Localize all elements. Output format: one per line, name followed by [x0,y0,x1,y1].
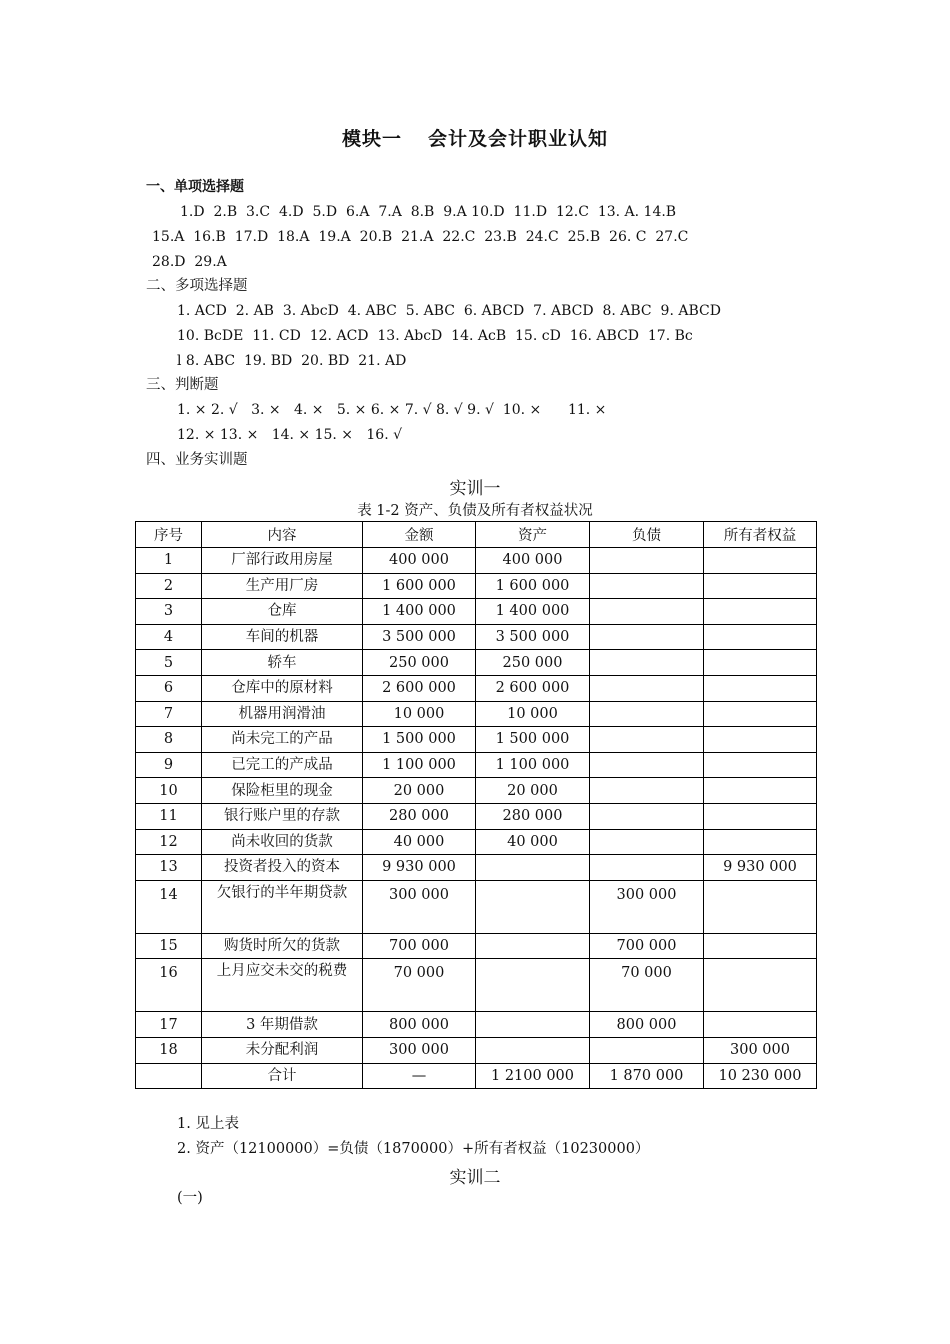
cell-amount: 300 000 [363,880,476,933]
cell-assets: 1 500 000 [476,727,590,753]
cell-amount: 1 500 000 [363,727,476,753]
cell-content: 3 年期借款 [202,1012,363,1038]
cell-assets [476,855,590,881]
cell-amount: 40 000 [363,829,476,855]
table-row [136,573,817,599]
cell-content: 轿车 [202,650,363,676]
cell-assets: 1 600 000 [476,573,590,599]
cell-equity [704,829,817,855]
section-heading-single-choice: 一、单项选择题 [146,179,244,195]
cell-liabilities: 1 870 000 [590,1063,704,1089]
cell-amount: 250 000 [363,650,476,676]
table-total-row [136,1063,817,1089]
cell-content: 上月应交未交的税费 [202,959,363,1012]
cell-amount: — [363,1063,476,1089]
answer-line: l 8. ABC 19. BD 20. BD 21. AD [177,353,407,369]
cell-assets: 1 400 000 [476,599,590,625]
answer-line: 1.D 2.B 3.C 4.D 5.D 6.A 7.A 8.B 9.A 10.D 11.D 12.C 13. A. 14.B [180,204,677,220]
header-content: 内容 [202,522,363,548]
cell-assets: 3 500 000 [476,624,590,650]
cell-liabilities [590,803,704,829]
table-row [136,599,817,625]
cell-equity [704,599,817,625]
header-assets: 资产 [476,522,590,548]
cell-liabilities [590,1037,704,1063]
cell-content: 车间的机器 [202,624,363,650]
cell-content: 机器用润滑油 [202,701,363,727]
cell-liabilities [590,650,704,676]
table-row [136,778,817,804]
cell-liabilities [590,701,704,727]
cell-index: 8 [136,727,202,753]
cell-index: 7 [136,701,202,727]
cell-assets [476,1012,590,1038]
cell-assets [476,933,590,959]
cell-index: 15 [136,933,202,959]
cell-equity [704,624,817,650]
cell-index: 11 [136,803,202,829]
table-row [136,1037,817,1063]
answer-line: 10. BcDE 11. CD 12. ACD 13. AbcD 14. AcB 15. cD 16. ABCD 17. Bc [177,328,693,344]
balance-table [135,521,817,1089]
cell-assets: 1 100 000 [476,752,590,778]
cell-liabilities: 300 000 [590,880,704,933]
cell-assets [476,959,590,1012]
table-row [136,727,817,753]
cell-equity [704,752,817,778]
cell-equity [704,1012,817,1038]
cell-index: 13 [136,855,202,881]
cell-content: 未分配利润 [202,1037,363,1063]
cell-equity [704,675,817,701]
cell-index: 6 [136,675,202,701]
cell-amount: 9 930 000 [363,855,476,881]
table-row [136,933,817,959]
cell-amount: 1 100 000 [363,752,476,778]
cell-amount: 1 600 000 [363,573,476,599]
cell-content: 生产用厂房 [202,573,363,599]
cell-liabilities [590,548,704,574]
cell-content: 合计 [202,1063,363,1089]
section-heading-multiple-choice: 二、多项选择题 [146,278,248,294]
table-row [136,624,817,650]
answer-line: 1. × 2. √ 3. × 4. × 5. × 6. × 7. √ 8. √ 9. √ 10. × 11. × [177,402,607,418]
cell-content: 已完工的产成品 [202,752,363,778]
cell-assets: 40 000 [476,829,590,855]
cell-content: 欠银行的半年期贷款 [202,880,363,933]
cell-liabilities [590,675,704,701]
table-row [136,855,817,881]
cell-amount: 800 000 [363,1012,476,1038]
cell-amount: 280 000 [363,803,476,829]
cell-content: 仓库中的原材料 [202,675,363,701]
cell-index [136,1063,202,1089]
cell-amount: 2 600 000 [363,675,476,701]
cell-assets: 250 000 [476,650,590,676]
note-line: 2. 资产（12100000）=负债（1870000）+所有者权益（10230000） [177,1141,650,1157]
table-header-row [136,522,817,548]
cell-assets: 400 000 [476,548,590,574]
cell-content: 尚未收回的货款 [202,829,363,855]
cell-equity [704,959,817,1012]
cell-amount: 20 000 [363,778,476,804]
cell-content: 尚未完工的产品 [202,727,363,753]
cell-amount: 70 000 [363,959,476,1012]
header-equity: 所有者权益 [704,522,817,548]
header-amount: 金额 [363,522,476,548]
table-row [136,829,817,855]
cell-assets: 1 2100 000 [476,1063,590,1089]
cell-equity [704,778,817,804]
cell-liabilities [590,624,704,650]
cell-liabilities [590,855,704,881]
cell-assets: 10 000 [476,701,590,727]
cell-content: 仓库 [202,599,363,625]
section-heading-true-false: 三、判断题 [146,377,219,393]
cell-liabilities [590,829,704,855]
cell-liabilities [590,599,704,625]
cell-amount: 10 000 [363,701,476,727]
cell-content: 保险柜里的现金 [202,778,363,804]
cell-index: 2 [136,573,202,599]
cell-content: 厂部行政用房屋 [202,548,363,574]
cell-index: 18 [136,1037,202,1063]
cell-liabilities [590,573,704,599]
training-1-title: 实训一 [449,479,501,499]
cell-index: 10 [136,778,202,804]
answer-line: 12. × 13. × 14. × 15. × 16. √ [177,427,403,443]
answer-line: 28.D 29.A [152,254,227,270]
table-row [136,1012,817,1038]
cell-equity: 10 230 000 [704,1063,817,1089]
cell-index: 5 [136,650,202,676]
training-2-title: 实训二 [449,1168,501,1188]
cell-content: 投资者投入的资本 [202,855,363,881]
cell-assets: 280 000 [476,803,590,829]
cell-liabilities: 70 000 [590,959,704,1012]
table-row [136,880,817,933]
cell-equity: 9 930 000 [704,855,817,881]
table-row [136,701,817,727]
table-caption: 表 1-2 资产、负债及所有者权益状况 [357,503,593,519]
cell-assets: 2 600 000 [476,675,590,701]
cell-amount: 300 000 [363,1037,476,1063]
cell-amount: 3 500 000 [363,624,476,650]
table-row [136,803,817,829]
training-2-subsection: (一) [177,1190,203,1206]
table-row [136,548,817,574]
cell-equity [704,701,817,727]
title-topic: 会计及会计职业认知 [428,128,609,150]
table-row [136,675,817,701]
cell-equity [704,880,817,933]
cell-assets [476,880,590,933]
cell-amount: 1 400 000 [363,599,476,625]
answer-line: 1. ACD 2. AB 3. AbcD 4. ABC 5. ABC 6. ABCD 7. ABCD 8. ABC 9. ABCD [177,303,721,319]
cell-amount: 700 000 [363,933,476,959]
table-row [136,752,817,778]
cell-index: 14 [136,880,202,933]
cell-index: 3 [136,599,202,625]
cell-content: 购货时所欠的货款 [202,933,363,959]
cell-equity [704,727,817,753]
table-row [136,650,817,676]
cell-equity: 300 000 [704,1037,817,1063]
cell-index: 16 [136,959,202,1012]
cell-liabilities [590,752,704,778]
cell-amount: 400 000 [363,548,476,574]
cell-index: 9 [136,752,202,778]
page-title [0,124,950,151]
cell-equity [704,803,817,829]
cell-index: 4 [136,624,202,650]
cell-assets: 20 000 [476,778,590,804]
cell-equity [704,933,817,959]
section-heading-practice: 四、业务实训题 [146,452,248,468]
cell-equity [704,548,817,574]
title-module: 模块一 [341,128,402,150]
cell-liabilities: 700 000 [590,933,704,959]
cell-content: 银行账户里的存款 [202,803,363,829]
cell-liabilities [590,727,704,753]
cell-index: 1 [136,548,202,574]
cell-liabilities [590,778,704,804]
cell-index: 12 [136,829,202,855]
header-liabilities: 负债 [590,522,704,548]
header-index: 序号 [136,522,202,548]
answer-line: 15.A 16.B 17.D 18.A 19.A 20.B 21.A 22.C 23.B 24.C 25.B 26. C 27.C [152,229,689,245]
note-line: 1. 见上表 [177,1116,239,1132]
table-row [136,959,817,1012]
cell-equity [704,573,817,599]
cell-index: 17 [136,1012,202,1038]
cell-equity [704,650,817,676]
cell-assets [476,1037,590,1063]
cell-liabilities: 800 000 [590,1012,704,1038]
